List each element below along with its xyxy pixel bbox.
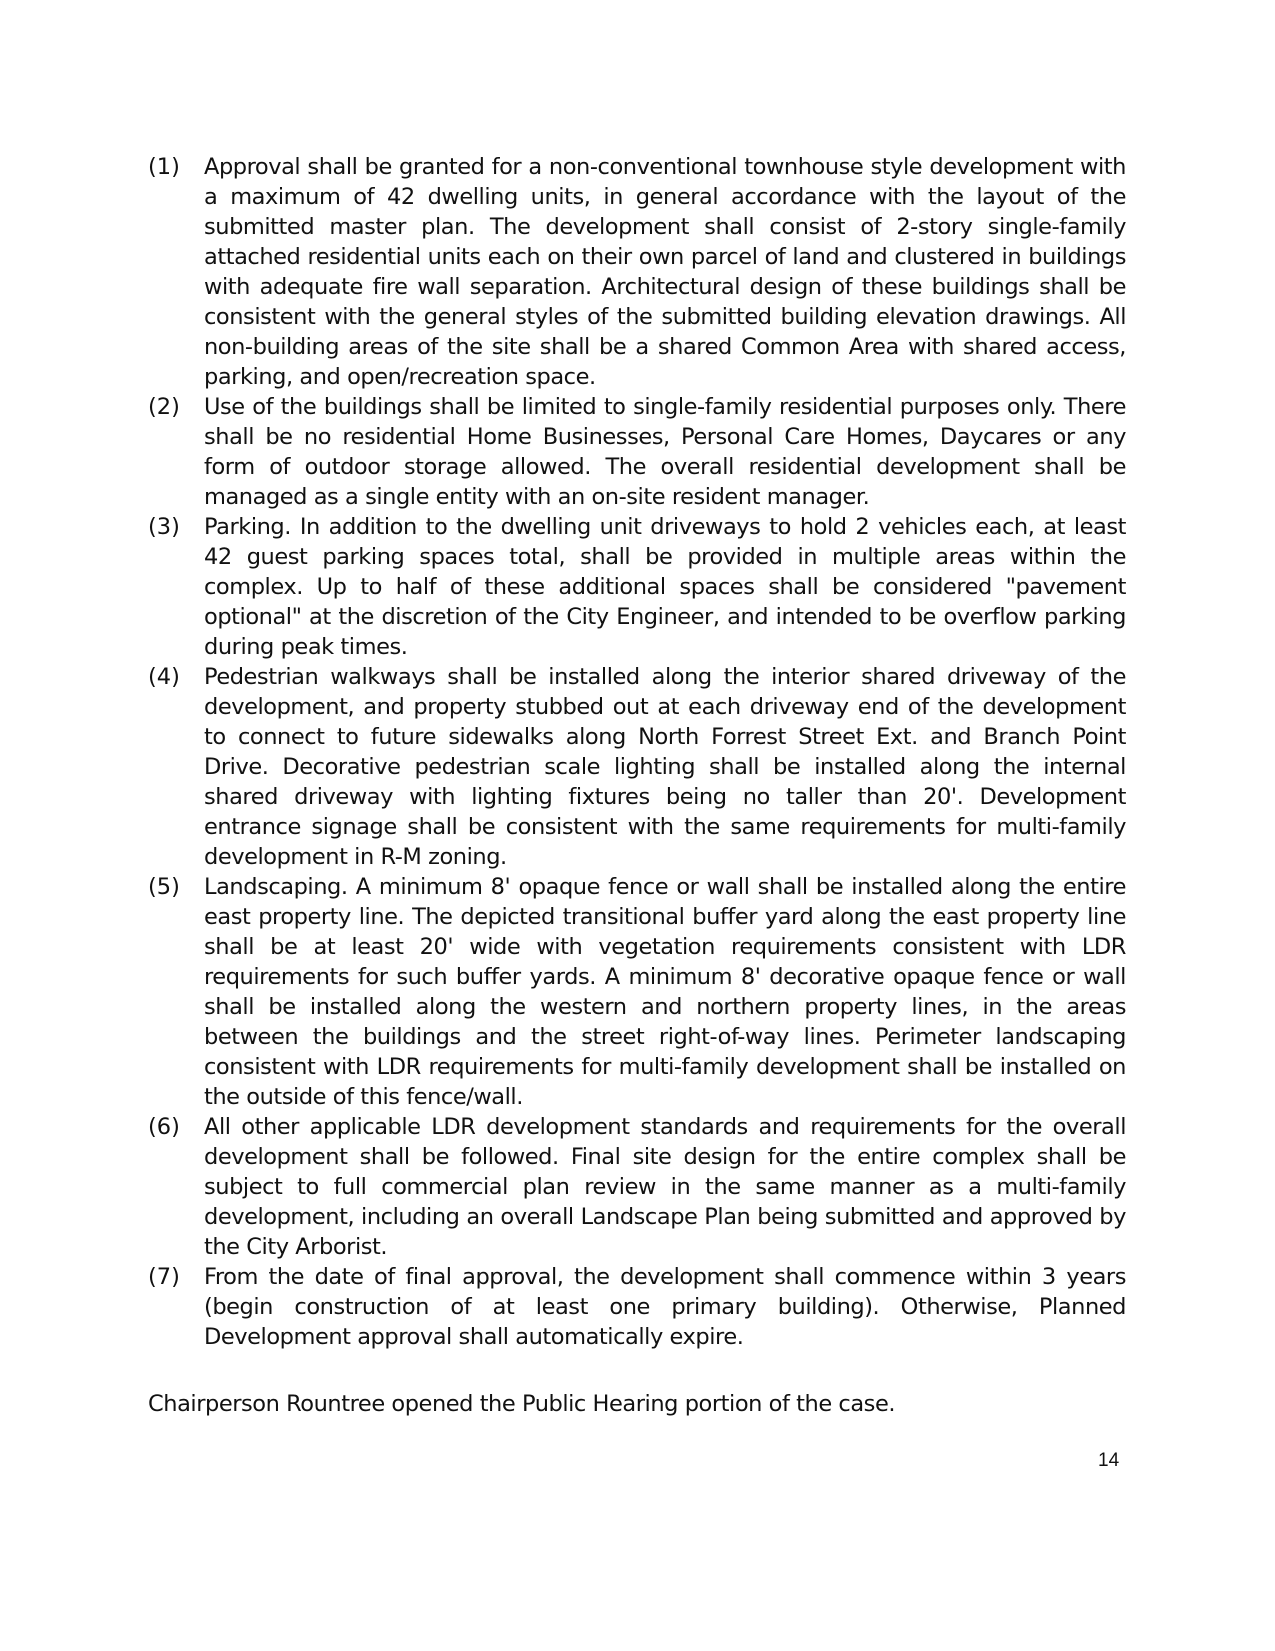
condition-text: Approval shall be granted for a non-conventional townhouse style development with a maximum of 42 dwelling units, in general accordance with the layout of the submitted master plan. The development shall consist of 2-story single-family attached residential units each on their own parcel of land and clustered in buildings with adequate fire wall separation. Architectural design of these buildings shall be consistent with the general styles of the submitted building elevation drawings. All non-building areas of the site shall be a shared Common Area with shared access, parking, and open/recreation space.	[204, 154, 1126, 390]
condition-item	[148, 1112, 1126, 1262]
closing-statement: Chairperson Rountree opened the Public Hearing portion of the case.	[148, 1391, 896, 1417]
condition-text: Use of the buildings shall be limited to single-family residential purposes only. There shall be no residential Home Businesses, Personal Care Homes, Daycares or any form of outdoor storage allowed. The overall residential development shall be managed as a single entity with an on-site resident manager.	[204, 394, 1126, 510]
condition-text: Landscaping. A minimum 8' opaque fence or wall shall be installed along the entire east property line. The depicted transitional buffer yard along the east property line shall be at least 20' wide with vegetation requirements consistent with LDR requirements for such buffer yards. A minimum 8' decorative opaque fence or wall shall be installed along the western and northern property lines, in the areas between the buildings and the street right-of-way lines. Perimeter landscaping consistent with LDR requirements for multi-family development shall be installed on the outside of this fence/wall.	[204, 874, 1126, 1110]
condition-item	[148, 1262, 1126, 1352]
condition-text: From the date of final approval, the development shall commence within 3 years (begin construction of at least one primary building). Otherwise, Planned Development approval shall automatically expire.	[204, 1264, 1126, 1350]
condition-item	[148, 872, 1126, 1112]
condition-number: (6)	[148, 1114, 180, 1140]
condition-item	[148, 392, 1126, 512]
condition-item	[148, 662, 1126, 872]
condition-text: Parking. In addition to the dwelling unit driveways to hold 2 vehicles each, at least 42 guest parking spaces total, shall be provided in multiple areas within the complex. Up to half of these additional spaces shall be considered "pavement optional" at the discretion of the City Engineer, and intended to be overflow parking during peak times.	[204, 514, 1126, 660]
condition-text: All other applicable LDR development standards and requirements for the overall development shall be followed. Final site design for the entire complex shall be subject to full commercial plan review in the same manner as a multi-family development, including an overall Landscape Plan being submitted and approved by the City Arborist.	[204, 1114, 1126, 1260]
condition-number: (5)	[148, 874, 180, 900]
condition-text: Pedestrian walkways shall be installed along the interior shared driveway of the development, and property stubbed out at each driveway end of the development to connect to future sidewalks along North Forrest Street Ext. and Branch Point Drive. Decorative pedestrian scale lighting shall be installed along the internal shared driveway with lighting fixtures being no taller than 20'. Development entrance signage shall be consistent with the same requirements for multi-family development in R-M zoning.	[204, 664, 1126, 870]
condition-number: (2)	[148, 394, 180, 420]
condition-number: (4)	[148, 664, 180, 690]
condition-number: (7)	[148, 1264, 180, 1290]
condition-item	[148, 512, 1126, 662]
page-number: 14	[1098, 1450, 1120, 1471]
condition-item	[148, 152, 1126, 392]
condition-number: (3)	[148, 514, 180, 540]
conditions-list	[148, 152, 1126, 1352]
condition-number: (1)	[148, 154, 180, 180]
